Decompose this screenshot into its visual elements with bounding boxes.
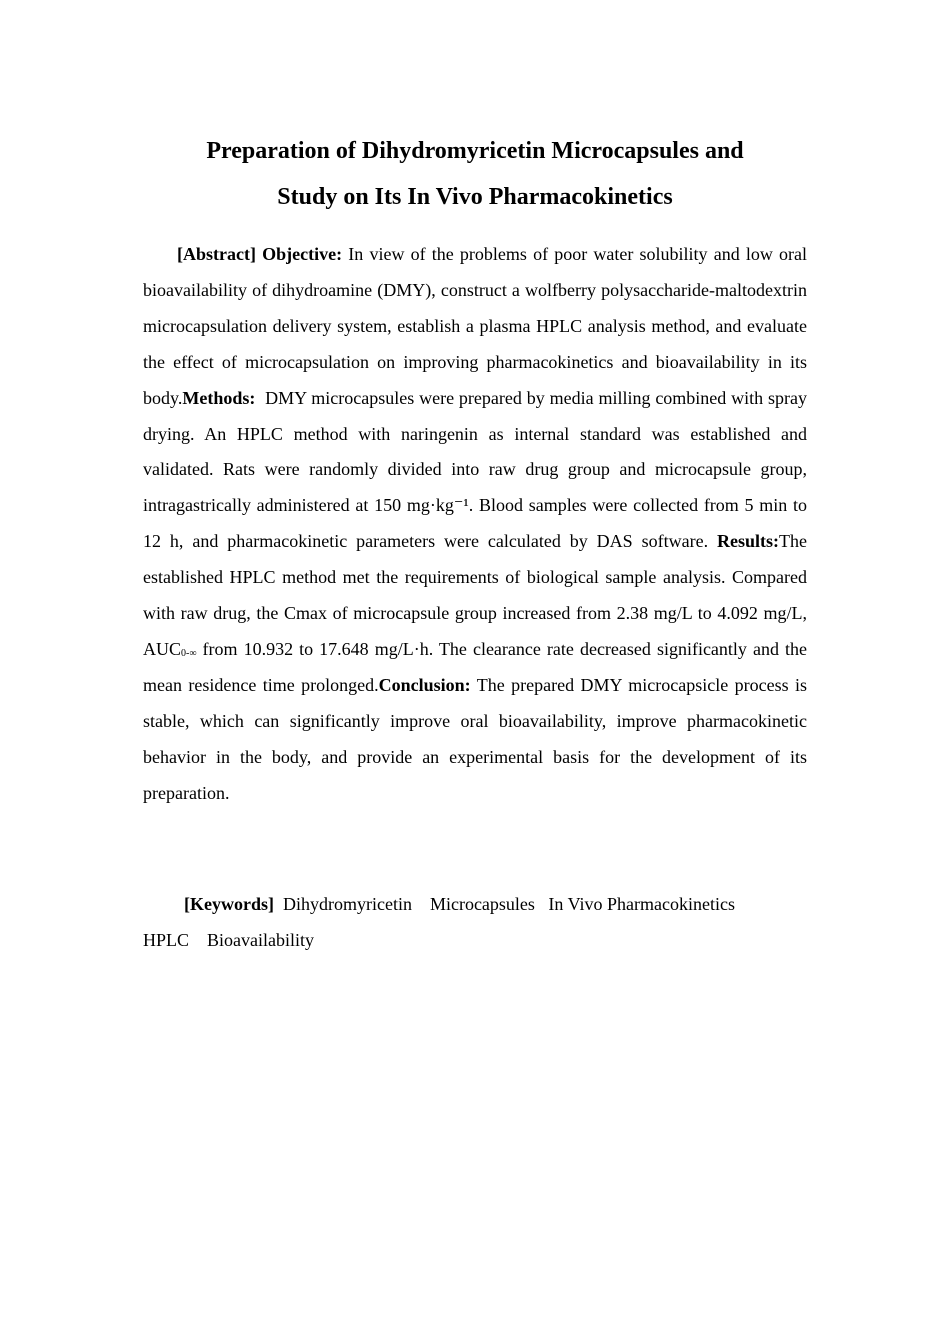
auc-subscript: 0-∞: [181, 647, 197, 659]
keywords-label: [Keywords]: [184, 894, 274, 914]
objective-label: Objective:: [262, 244, 343, 264]
conclusion-label: Conclusion:: [378, 674, 471, 695]
keywords-line-2: HPLC Bioavailability: [143, 930, 314, 950]
results-label: Results:: [717, 531, 780, 552]
keywords-list-1: Dihydromyricetin Microcapsules In Vivo Pharmacokinetics: [282, 894, 735, 914]
title-line-1: Preparation of Dihydromyricetin Microcapsules and: [206, 138, 744, 164]
conclusion-text: The prepared DMY microcapsicle process is stable, which can significantly improve oral bioavailability, improve pharmacokinetic behavior in the body, and provide an experimental basis for the development of its preparation.: [143, 674, 808, 803]
keywords-section: [143, 886, 807, 958]
abstract-paragraph: [143, 237, 807, 812]
objective-text: In view of the problems of poor water solubility and low oral bioavailability of dihydroamine (DMY), construct a wolfberry polysaccharide-maltodextrin microcapsulation delivery system, establish a plasma HPLC analysis method, and evaluate the effect of microcapsulation on improving pharmacokinetics and bioavailability in its body.: [143, 244, 808, 408]
paper-title: [143, 128, 807, 220]
title-line-2: Study on Its In Vivo Pharmacokinetics: [277, 184, 673, 210]
methods-text: DMY microcapsules were prepared by media milling combined with spray drying. An HPLC method with naringenin as internal standard was established and validated. Rats were randomly divided into raw drug group and microcapsule group, intragastrically administered at 150 mg·kg⁻¹. Blood samples were collected from 5 min to 12 h, and pharmacokinetic parameters were calculated by DAS software.: [143, 387, 808, 552]
methods-label: Methods:: [182, 387, 256, 408]
results-text-2: from 10.932 to 17.648 mg/L·h. The clearance rate decreased significantly and the mean residence time prolonged.: [143, 638, 807, 695]
abstract-label: [Abstract]: [177, 244, 256, 264]
keywords-line-1: [143, 886, 807, 922]
results-text-1: The established HPLC method met the requirements of biological sample analysis. Compared with raw drug, the Cmax of microcapsule group increased from 2.38 mg/L to 4.092 mg/L, AUC: [143, 531, 807, 659]
